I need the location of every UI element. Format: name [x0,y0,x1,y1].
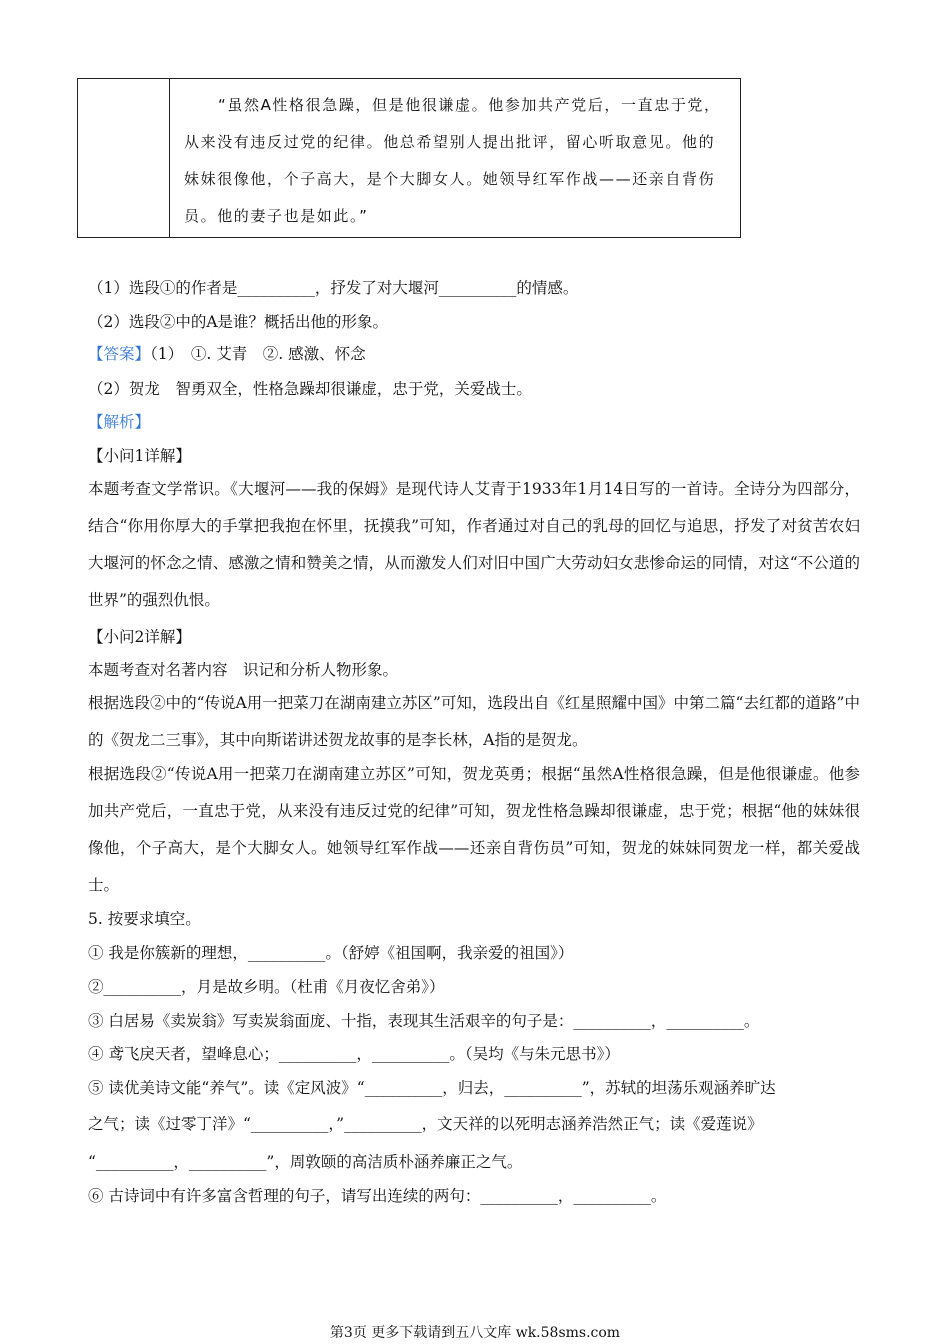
quote-table [77,78,741,238]
sub2-para-2: 根据选段②“传说A用一把菜刀在湖南建立苏区”可知，贺龙英勇；根据“虽然A性格很急躁，但是他很谦虚。他参加共产党后，一直忠于党，从来没有违反过党的纪律”可知，贺龙性格急躁却很谦虚，忠于党；根据“他的妹妹很像他，个子高大，是个大脚女人。她领导红军作战——还亲自背伤员”可知，贺龙的妹妹同贺龙一样，都关爱战士。 [88,765,860,894]
quote-line: 妹妹很像他，个子高大，是个大脚女人。她领导红军作战——还亲自背伤 [184,170,716,188]
sub1-title: 【小问1详解】 [88,447,191,465]
q5-item-6: ⑥ 古诗词中有许多富含哲理的句子，请写出连续的两句：__________，__________。 [88,1187,667,1205]
answer-line-2: （2）贺龙 智勇双全，性格急躁却很谦虚，忠于党，关爱战士。 [88,380,532,398]
answer-text-1: （1） ①. 艾青 ②. 感激、怀念 [150,345,366,363]
sub2-para-1: 根据选段②中的“传说A用一把菜刀在湖南建立苏区”可知，选段出自《红星照耀中国》中第二篇“去红都的道路”中的《贺龙二三事》，其中向斯诺讲述贺龙故事的是李长林，A指的是贺龙。 [88,694,860,749]
q5-title: 5. 按要求填空。 [88,910,201,928]
quote-line: 从来没有违反过党的纪律。他总希望别人提出批评，留心听取意见。他的 [184,133,716,151]
question-2: （2）选段②中的A是谁？概括出他的形象。 [88,313,389,331]
q5-item-5-line-1: ⑤ 读优美诗文能“养气”。读《定风波》“__________，归去，__________”，苏轼的坦荡乐观涵养旷达 [88,1079,776,1097]
q5-item-5-line-2: 之气；读《过零丁洋》“__________，”__________，文天祥的以死明志涵养浩然正气；读《爱莲说》 [88,1115,763,1133]
analysis-tag: 【解析】 [88,413,151,431]
quote-line: 员。他的妻子也是如此。” [184,207,369,225]
sub2-line: 本题考查对名著内容 识记和分析人物形象。 [88,661,399,679]
q5-item-5-line-3: “__________，__________”，周敦颐的高洁质朴涵养廉正之气。 [88,1153,523,1171]
quote-line: “虽然A性格很急躁，但是他很谦虚。他参加共产党后，一直忠于党， [218,96,721,114]
answer-line-1 [88,342,366,364]
q5-item-4: ④ 鸢飞戾天者，望峰息心；__________，__________。（吴均《与朱元思书》） [88,1045,620,1063]
q5-item-3: ③ 白居易《卖炭翁》写卖炭翁面庞、十指，表现其生活艰辛的句子是：__________，__________。 [88,1012,760,1030]
q5-item-1: ① 我是你簇新的理想，__________。（舒婷《祖国啊，我亲爱的祖国》） [88,944,574,962]
question-1: （1）选段①的作者是__________，抒发了对大堰河__________的情感。 [88,279,579,297]
sub1-text: 本题考查文学常识。《大堰河——我的保姆》是现代诗人艾青于1933年1月14日写的一首诗。全诗分为四部分，结合“你用你厚大的手掌把我抱在怀里，抚摸我”可知，作者通过对自己的乳母的回忆与追思，抒发了对贫苦农妇大堰河的怀念之情、感激之情和赞美之情，从而激发人们对旧中国广大劳动妇女悲惨命运的同情，对这“不公道的世界”的强烈仇恨。 [88,480,860,609]
q5-item-2: ②__________，月是故乡明。（杜甫《月夜忆舍弟》） [88,978,445,996]
quote-table-label-cell [78,79,170,237]
page-footer: 第3页 更多下载请到五八文库 wk.58sms.com [329,1325,621,1341]
quote-table-text-cell [170,79,740,237]
sub2-title: 【小问2详解】 [88,628,191,646]
answer-tag: 【答案】 [88,345,151,363]
